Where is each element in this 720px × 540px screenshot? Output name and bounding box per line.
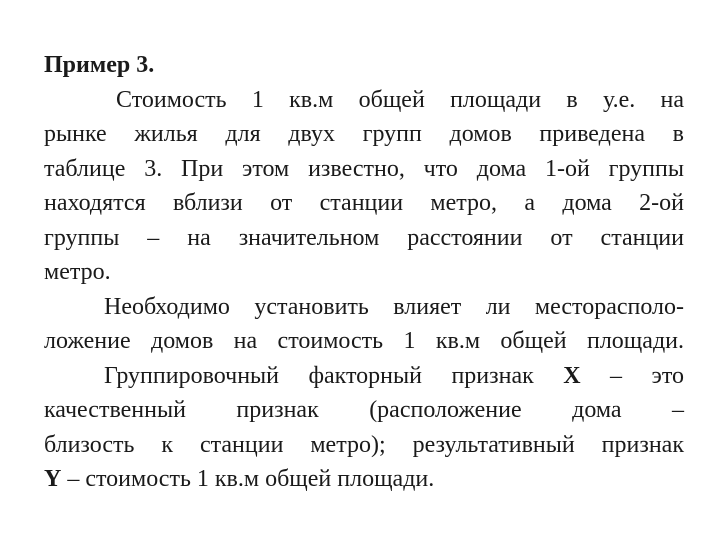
paragraph-line: ложение домов на стоимость 1 кв.м общей площади. <box>44 328 684 354</box>
paragraph-line: рынке жилья для двух групп домов приведена в <box>44 121 684 147</box>
paragraph-line: Необходимо установить влияет ли месторасполо- <box>104 293 684 320</box>
paragraph-line: близость к станции метро); результативный признак <box>44 431 684 458</box>
paragraph-line: находятся вблизи от станции метро, а дома 2-ой <box>44 190 684 216</box>
variable-y: Y <box>44 466 62 492</box>
paragraph-line <box>44 359 684 394</box>
example-text <box>44 48 684 497</box>
paragraph-line: группы – на значительном расстоянии от станции <box>44 224 684 251</box>
paragraph-line: метро. <box>44 259 111 285</box>
paragraph-line: качественный признак (расположение дома – <box>44 397 684 423</box>
paragraph-line: таблице 3. При этом известно, что дома 1-ой группы <box>44 155 684 182</box>
paragraph-line: Стоимость 1 кв.м общей площади в у.е. на <box>116 86 684 113</box>
line-text: – стоимость 1 кв.м общей площади. <box>61 466 435 492</box>
line-text: Группировочный факторный признак <box>104 362 564 389</box>
example-title: Пример 3. <box>44 52 155 78</box>
paragraph-line <box>44 462 684 497</box>
line-text: – это <box>580 362 684 389</box>
variable-x: X <box>563 362 581 389</box>
